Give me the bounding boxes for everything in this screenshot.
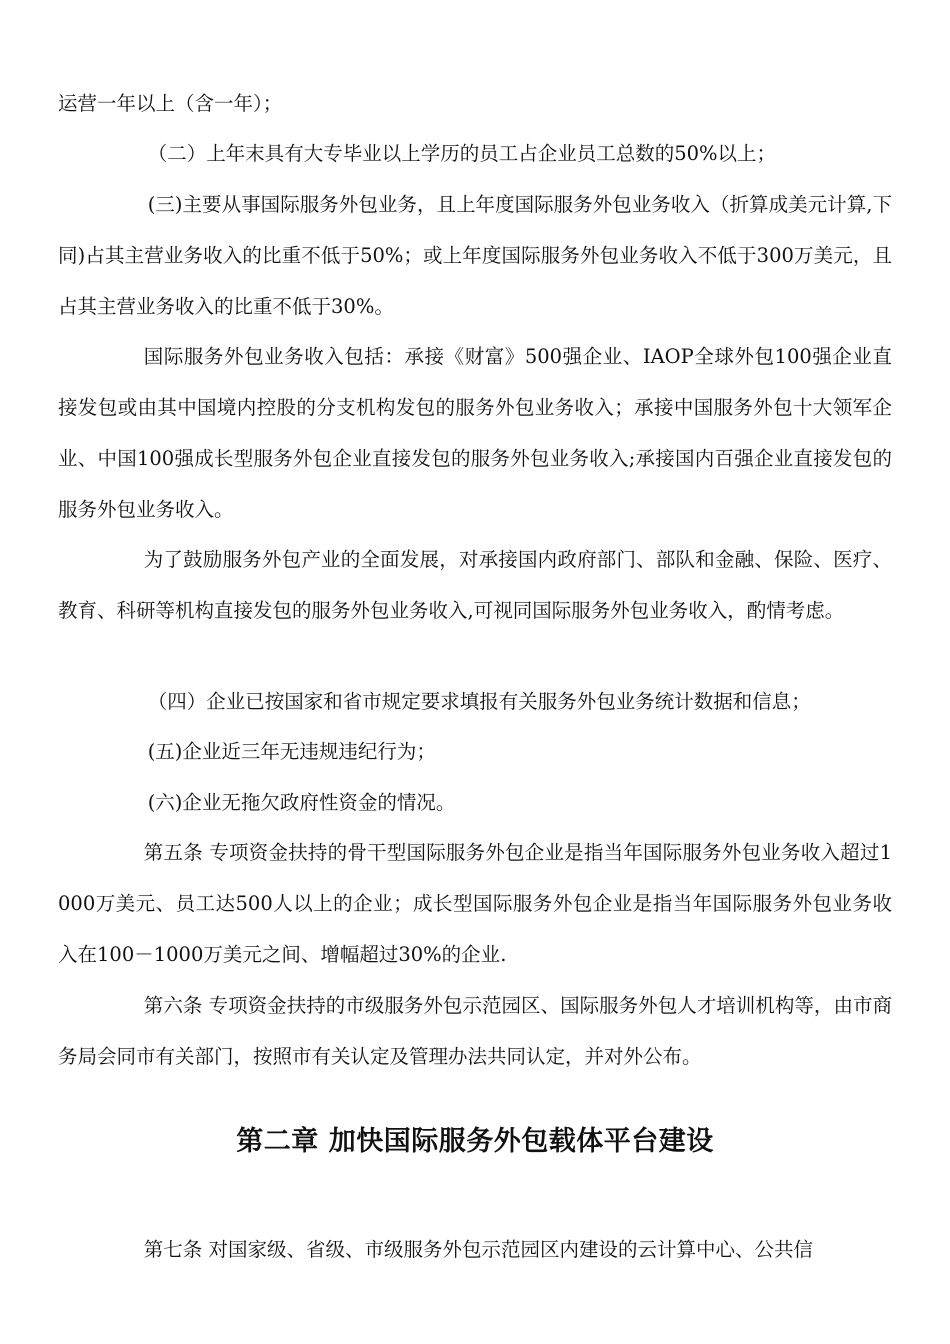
paragraph-domestic-income: 为了鼓励服务外包产业的全面发展，对承接国内政府部门、部队和金融、保险、医疗、教育、科研等机构直接发包的服务外包业务收入,可视同国际服务外包业务收入，酌情考虑。 — [58, 548, 892, 622]
paragraph-income-definition: 国际服务外包业务收入包括：承接《财富》500强企业、IAOP全球外包100强企业直接发包或由其中国境内控股的分支机构发包的服务外包业务收入；承接中国服务外包十大领军企业、中国100强成长型服务外包企业直接发包的服务外包业务收入;承接国内百强企业直接发包的服务外包业务收入。 — [58, 345, 892, 521]
paragraph-item-3: (三)主要从事国际服务外包业务，且上年度国际服务外包业务收入（折算成美元计算,下同)占其主营业务收入的比重不低于50%；或上年度国际服务外包业务收入不低于300万美元，且占其主营业务收入的比重不低于30%。 — [58, 193, 892, 318]
paragraph-article-7: 第七条 对国家级、省级、市级服务外包示范园区内建设的云计算中心、公共信 — [143, 1238, 813, 1261]
paragraph-item-2: （二）上年末具有大专毕业以上学历的员工占企业员工总数的50%以上； — [147, 142, 777, 165]
paragraph-item-6: (六)企业无拖欠政府性资金的情况。 — [147, 791, 456, 814]
paragraph-continuation: 运营一年以上（含一年）； — [58, 92, 283, 115]
chapter-heading: 第二章 加快国际服务外包载体平台建设 — [236, 1126, 714, 1157]
paragraph-article-5: 第五条 专项资金扶持的骨干型国际服务外包企业是指当年国际服务外包业务收入超过1000万美元、员工达500人以上的企业；成长型国际服务外包企业是指当年国际服务外包业务收入在100－1000万美元之间、增幅超过30%的企业. — [58, 841, 892, 966]
paragraph-article-6: 第六条 专项资金扶持的市级服务外包示范园区、国际服务外包人才培训机构等，由市商务局会同市有关部门，按照市有关认定及管理办法共同认定，并对外公布。 — [58, 994, 892, 1068]
paragraph-item-4: （四）企业已按国家和省市规定要求填报有关服务外包业务统计数据和信息； — [147, 690, 811, 713]
paragraph-item-5: (五)企业近三年无违规违纪行为； — [147, 740, 436, 763]
